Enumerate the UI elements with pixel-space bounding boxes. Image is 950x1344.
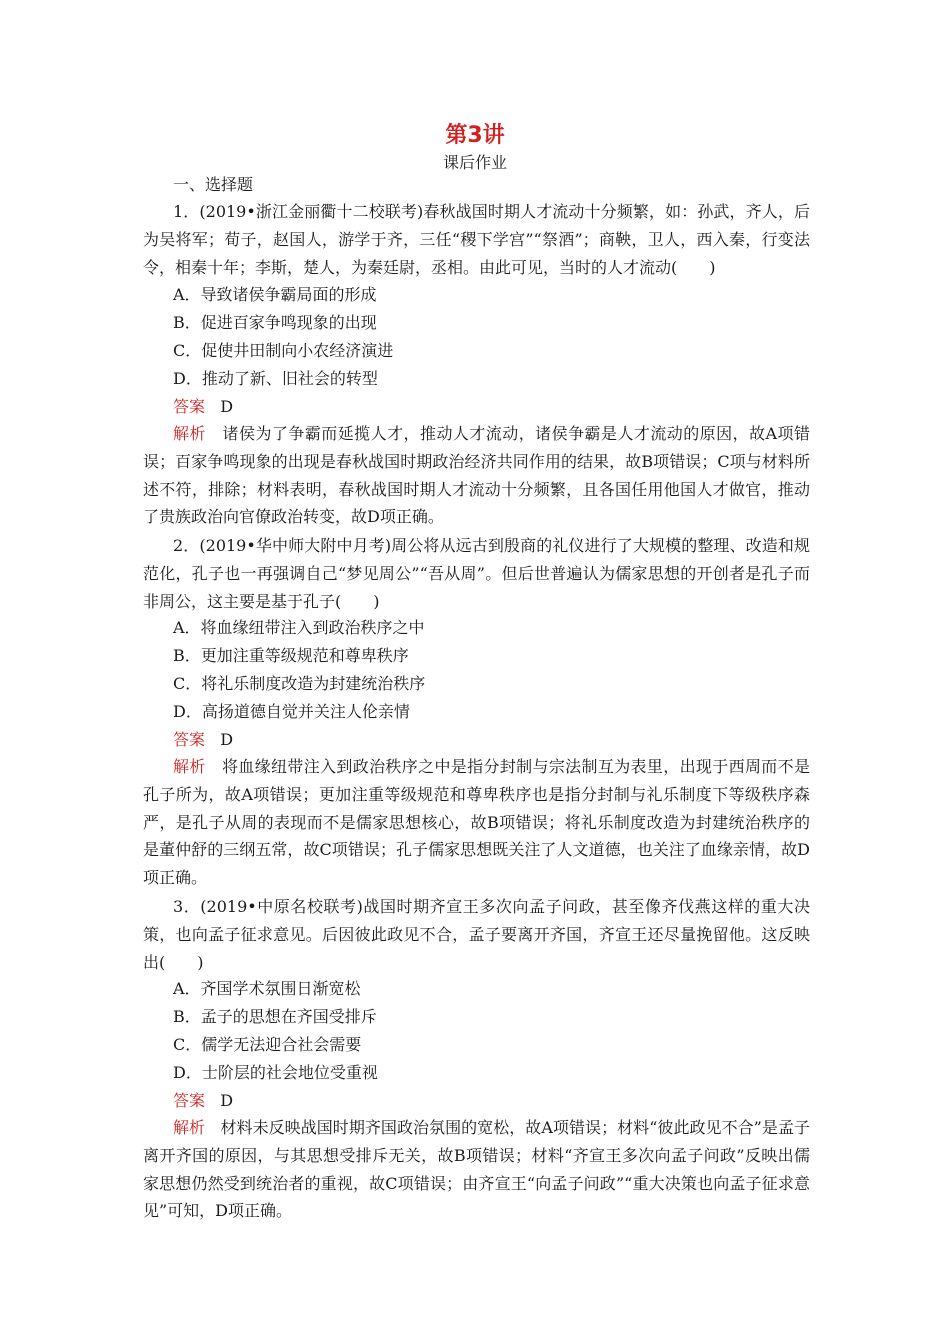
question-1-analysis xyxy=(143,420,810,531)
question-1-option-a: A．导致诸侯争霸局面的形成 xyxy=(173,285,377,304)
question-1-answer xyxy=(173,396,233,418)
answer-label: 答案 xyxy=(173,397,206,416)
question-3-option-c: C．儒学无法迎合社会需要 xyxy=(173,1035,362,1054)
analysis-text: 材料未反映战国时期齐国政治氛围的宽松，故A项错误；材料“彼此政见不合”是孟子离开齐国的原因，与其思想受排斥无关，故B项错误；材料“齐宣王多次向孟子问政”反映出儒家思想仍然受到统治者的重视，故C项错误；由齐宣王“向孟子问政”“重大决策也向孟子征求意见”可知，D项正确。 xyxy=(143,1118,810,1221)
answer-label: 答案 xyxy=(173,1091,206,1110)
question-2-analysis xyxy=(143,753,810,892)
question-3-option-a: A．齐国学术氛围日渐宽松 xyxy=(173,979,361,998)
question-2-option-b: B．更加注重等级规范和尊卑秩序 xyxy=(173,646,409,665)
question-1-option-d: D．推动了新、旧社会的转型 xyxy=(173,369,378,388)
analysis-text: 将血缘纽带注入到政治秩序之中是指分封制与宗法制互为表里，出现于西周而不是孔子所为，故A项错误；更加注重等级规范和尊卑秩序也是指分封制与礼乐制度下等级秩序森严，是孔子从周的表现而不是儒家思想核心，故B项错误；将礼乐制度改造为封建统治秩序的是董仲舒的三纲五常，故C项错误；孔子儒家思想既关注了人文道德，也关注了血缘亲情，故D项正确。 xyxy=(143,757,810,888)
answer-value: D xyxy=(220,1091,234,1110)
question-3-stem: 3．(2019•中原名校联考)战国时期齐宣王多次向孟子问政，甚至像齐伐燕这样的重大决策，也向孟子征求意见。后因彼此政见不合，孟子要离开齐国，齐宣王还尽量挽留他。这反映出( ) xyxy=(143,897,810,972)
analysis-text: 诸侯为了争霸而延揽人才，推动人才流动，诸侯争霸是人才流动的原因，故A项错误；百家争鸣现象的出现是春秋战国时期政治经济共同作用的结果，故B项错误；C项与材料所述不符，排除；材料表明，春秋战国时期人才流动十分频繁，且各国任用他国人才做官，推动了贵族政治向官僚政治转变，故D项正确。 xyxy=(143,424,810,527)
answer-value: D xyxy=(220,397,234,416)
question-2-answer xyxy=(173,729,233,751)
question-1-stem: 1．(2019•浙江金丽衢十二校联考)春秋战国时期人才流动十分频繁，如：孙武，齐人，后为吴将军；荀子，赵国人，游学于齐，三任“稷下学宫”“祭酒”；商鞅，卫人，西入秦，行变法令，相秦十年；李斯，楚人，为秦廷尉，丞相。由此可见，当时的人才流动( ) xyxy=(143,202,810,277)
analysis-label: 解析 xyxy=(173,1118,206,1137)
question-1-option-c: C．促使井田制向小农经济演进 xyxy=(173,341,394,360)
analysis-label: 解析 xyxy=(173,424,206,443)
question-2-option-a: A．将血缘纽带注入到政治秩序之中 xyxy=(173,618,425,637)
question-1-option-b: B．促进百家争鸣现象的出现 xyxy=(173,313,377,332)
question-3-option-d: D．士阶层的社会地位受重视 xyxy=(173,1063,378,1082)
lesson-subtitle: 课后作业 xyxy=(442,153,507,172)
answer-value: D xyxy=(220,730,234,749)
question-3-answer xyxy=(173,1090,233,1112)
question-2-option-d: D．高扬道德自觉并关注人伦亲情 xyxy=(173,702,410,721)
section-heading: 一、选择题 xyxy=(173,175,254,194)
question-3-option-b: B．孟子的思想在齐国受排斥 xyxy=(173,1007,377,1026)
question-3-analysis xyxy=(143,1114,810,1225)
lesson-title: 第3讲 xyxy=(445,123,505,148)
answer-label: 答案 xyxy=(173,730,206,749)
analysis-label: 解析 xyxy=(173,757,206,776)
question-2-option-c: C．将礼乐制度改造为封建统治秩序 xyxy=(173,674,426,693)
question-2-stem: 2．(2019•华中师大附中月考)周公将从远古到殷商的礼仪进行了大规模的整理、改造和规范化，孔子也一再强调自己“梦见周公”“吾从周”。但后世普遍认为儒家思想的开创者是孔子而非周公，这主要是基于孔子( ) xyxy=(143,536,810,611)
